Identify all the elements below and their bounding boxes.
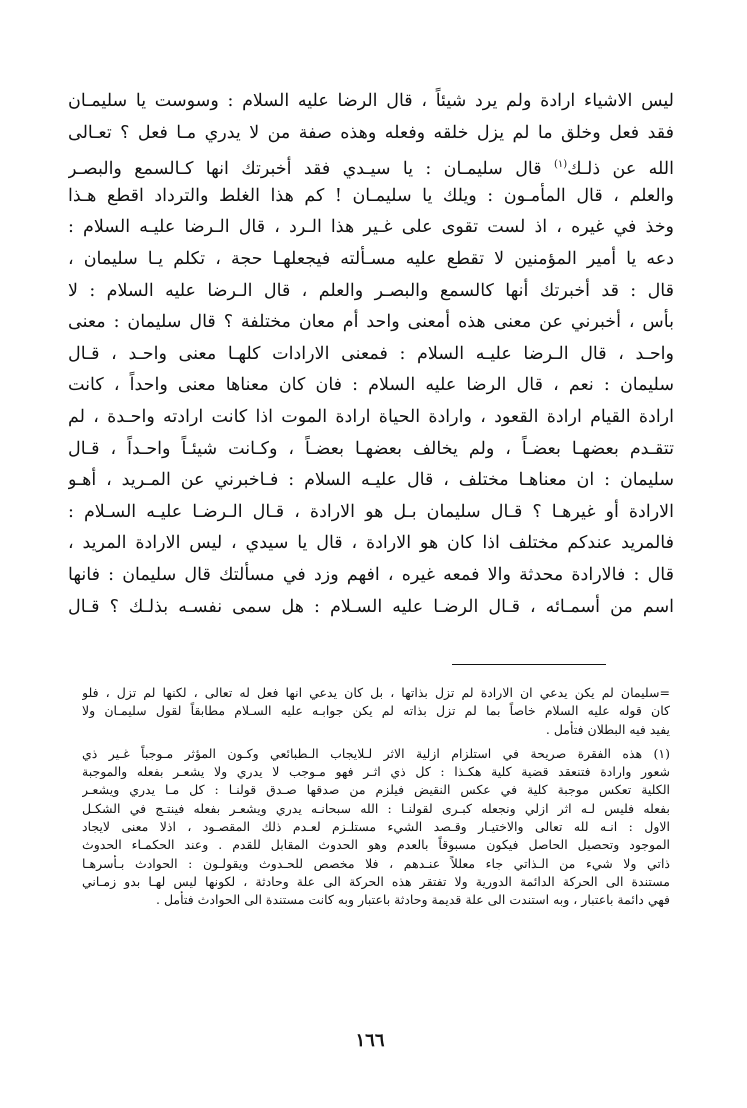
text-fragment: الله عن ذلـك — [567, 159, 674, 180]
text-line: فالمريد عندكم مختلف اذا كان هو الارادة ، قال يا سيدي ، ليس الارادة المريد ، — [68, 533, 674, 554]
footnote-line: بفعله فليس لـه اثر ازلي ونجعله كبـرى لقولنـا : الله سبحانـه يدري ويشعـر بفعله فينتـج في الشكـل — [82, 800, 670, 816]
footnote-line: (١) هذه الفقرة صريحة في استلزام ازلية الاثر لـلايجاب الـطبائعي وكـون المؤثر مـوجباً غـير ذي — [82, 745, 670, 761]
text-line: ارادة القيام ارادة القعود ، وارادة الحياة ارادة الموت اذا كانت ارادته واحـدة ، لم — [68, 406, 674, 427]
footnote-line: يفيد فيه البطلان فتأمل . — [545, 721, 670, 737]
text-line: قال : قد أخبرتك أنها كالسمع والبصـر والعلم ، قال الـرضا عليه السلام : لا — [68, 280, 674, 301]
text-line: وخذ في غيره ، اذ لست تقوى على غـير هذا الـرد ، قال الـرضا عليـه السلام : — [68, 217, 674, 238]
text-line: الارادة أو غيرهـا ؟ قـال سليمان بـل هو الارادة ، قـال الـرضـا عليـه السـلام : — [68, 501, 674, 522]
text-line: قال : فالارادة محدثة والا فمعه غيره ، افهم وزد في مسألتك قال سليمان : فانها — [68, 564, 674, 585]
footnote-separator-rule — [452, 664, 606, 665]
footnote-line: فهي دائمة باعتبار ، وبه استندت الى علة قديمة وحادثة باعتبار وبه كانت مستندة الى الحوادث فتأمل . — [156, 892, 670, 908]
text-line: تتقـدم بعضهـا بعضـاً ، ولم يخالف بعضهـا بعضـاً ، وكـانت شيئـاً واحـداً ، قـال — [68, 438, 674, 459]
page-number: ١٦٦ — [355, 1030, 385, 1051]
footnote-line: شعور وارادة فتنعقد قضية كلية هكـذا : كل ذي اثـر فهو مـوجب لا يدري ولا يشعـر بفعله والموجبة — [82, 764, 670, 780]
footnote-line: كان قوله عليه السلام خاصاً بما لم تزل بذاته لم يكن جوابـه عليه السـلام مطابقاً لقول سليمـان ولا — [82, 703, 670, 719]
footnote-line: الاول : انـه لله تعالى والاختيـار وقـصد الشيء مستلـزم لعـدم ذلك المقصـود ، اذلا معنى لايجاد — [82, 819, 670, 835]
footnote-line: الكلية تعكس موجبة كلية في عكس النقيض فيلزم من صدقها صـدق قولنـا : كل مـا يدري ويشعـر — [82, 782, 670, 798]
text-line: سليمان : ان معناهـا مختلف ، قال عليـه السلام : فـاخبرني عن المـريد ، أهـو — [68, 470, 674, 491]
main-text — [68, 86, 674, 623]
text-line: دعه يا أمير المؤمنين لا تقطع عليه مسـألته فيجعلهـا حجة ، تكلم يـا سليمان ، — [68, 248, 674, 269]
footnote-line: مستندة الى الحركة الدائمة الدورية ولا تفتقر هذه الحركة الى علة وحادثة ، لكونها ليس لهـا بدو زمـاني — [82, 873, 670, 889]
text-line: واحـد ، قال الـرضا عليـه السلام : فمعنى الارادات كلهـا معنى واحـد ، قـال — [68, 343, 674, 364]
text-line: فقد فعل وخلق ما لم يزل خلقه وفعله وهذه صفة من لا يدري مـا فعل ؟ تعـالى — [68, 122, 674, 143]
text-line: ليس الاشياء ارادة ولم يرد شيئاً ، قال الرضا عليه السلام : وسوست يا سليمـان — [68, 91, 674, 111]
text-line-with-footnote — [68, 149, 674, 181]
footnotes — [82, 684, 670, 910]
footnote-line: =سليمان لم يكن يدعي ان الارادة لم تزل بذاتها ، بل كان يدعي انها فعل له تعالى ، لكنها لم تزل ، فلو — [82, 685, 670, 700]
text-fragment: قال سليمـان : يا سيـدي فقد أخبرتك انها كـالسمع والبصـر — [68, 159, 542, 180]
footnote-marker: (١) — [553, 159, 568, 171]
text-line: اسم من أسمـائه ، قـال الرضـا عليه السـلام : هل سمى نفسـه بذلـك ؟ قـال — [68, 596, 674, 617]
text-line: بأس ، أخبرني عن معنى هذه أمعنى واحد أم معان مختلفة ؟ قال سليمان : معنى — [68, 312, 674, 333]
text-line: سليمان : نعم ، قال الرضا عليه السلام : فان كان معناها معنى واحداً ، كانت — [68, 375, 674, 396]
footnote-line: ذاتي ولا شيء من الـذاتي جاء معللاً عنـدهم ، فلا مخصص للحـدوث ويقولـون : الحوادث بـأسرهـا — [82, 855, 670, 871]
footnote-line: الموجود وتحصيل الحاصل فيكون مسبوقاً بالعدم وهو الحدوث المقابل للقدم . وعند الحكمـاء الحدوث — [82, 837, 670, 853]
text-line: والعلم ، قال المأمـون : ويلك يا سليمـان ! كم هذا الغلط والترداد اقطع هـذا — [68, 185, 674, 206]
